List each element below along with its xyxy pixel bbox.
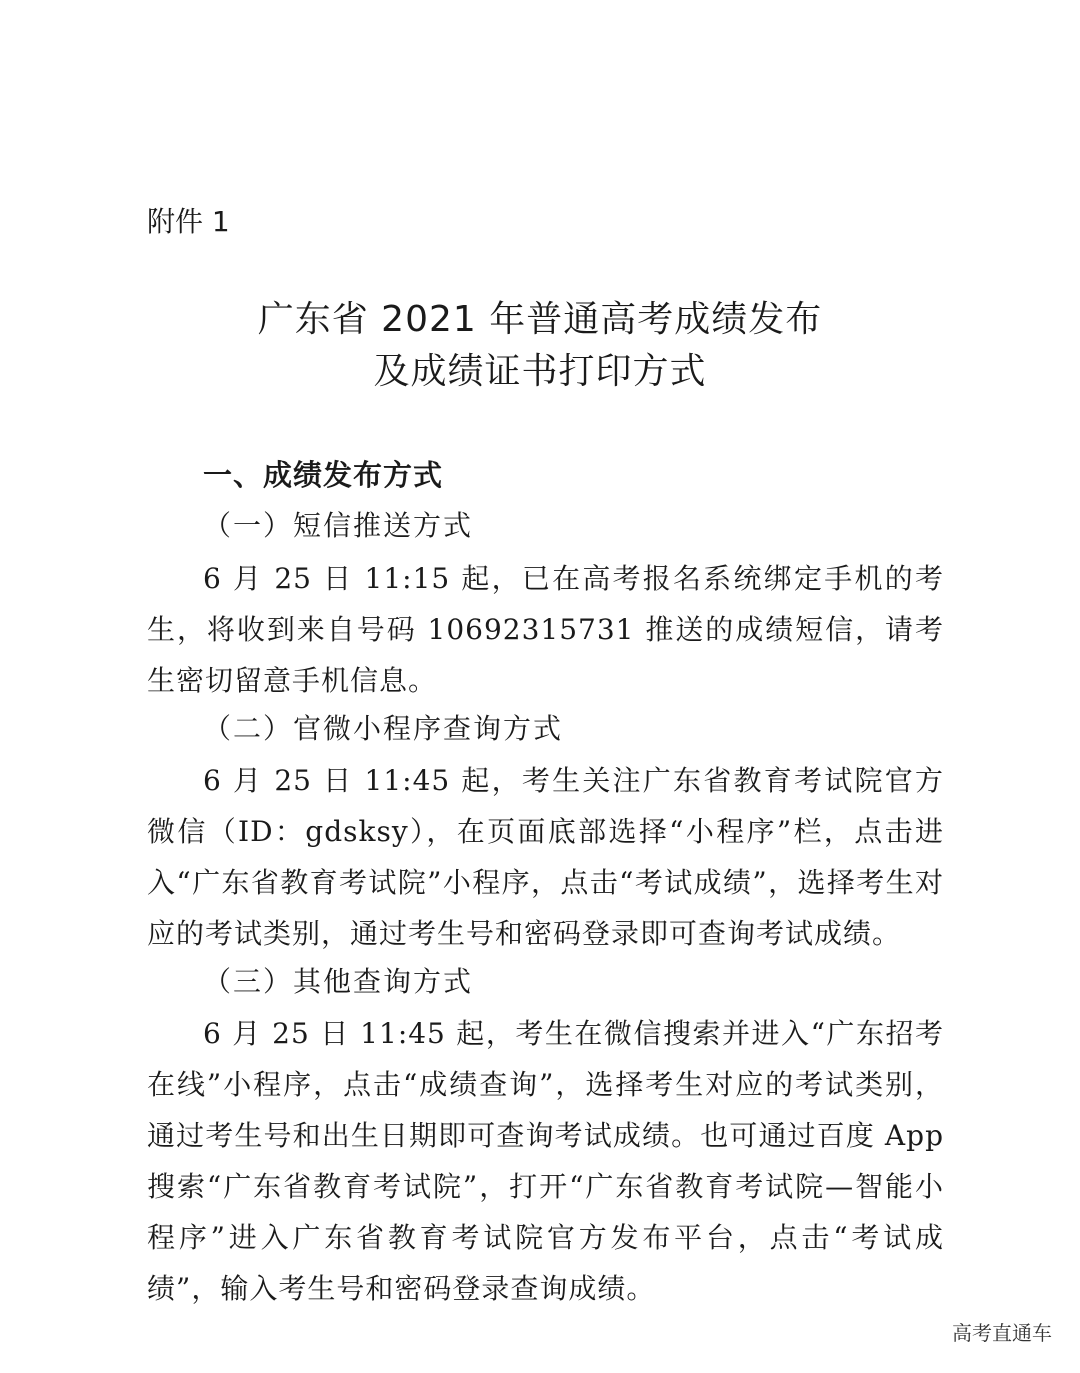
- paragraph-mini-program: 6 月 25 日 11:45 起，考生关注广东省教育考试院官方微信（ID：gdsksy），在页面底部选择“小程序”栏，点击进入“广东省教育考试院”小程序，点击“考试成绩”，选择考生对应的考试类别，通过考生号和密码登录即可查询考试成绩。: [147, 764, 944, 950]
- document-title-line-2: 及成绩证书打印方式: [373, 351, 707, 392]
- subsection-heading-sms: （一）短信推送方式: [203, 509, 474, 542]
- subsection-heading-mini-program: （二）官微小程序查询方式: [203, 712, 564, 745]
- source-watermark: 高考直通车: [952, 1321, 1052, 1345]
- section-heading: 一、成绩发布方式: [203, 458, 444, 492]
- paragraph-other: 6 月 25 日 11:45 起，考生在微信搜索并进入“广东招考在线”小程序，点击“成绩查询”，选择考生对应的考试类别，通过考生号和出生日期即可查询考试成绩。也可通过百度 App 搜索“广东省教育考试院”，打开“广东省教育考试院—智能小程序”进入广东省教育考试院官方发布平台，点击“考试成绩”，输入考生号和密码登录查询成绩。: [147, 1017, 944, 1305]
- paragraph-sms: 6 月 25 日 11:15 起，已在高考报名系统绑定手机的考生，将收到来自号码 10692315731 推送的成绩短信，请考生密切留意手机信息。: [147, 562, 944, 697]
- document-title-line-1: 广东省 2021 年普通高考成绩发布: [257, 299, 823, 340]
- subsection-heading-other: （三）其他查询方式: [203, 965, 474, 998]
- attachment-label: 附件 1: [147, 205, 230, 238]
